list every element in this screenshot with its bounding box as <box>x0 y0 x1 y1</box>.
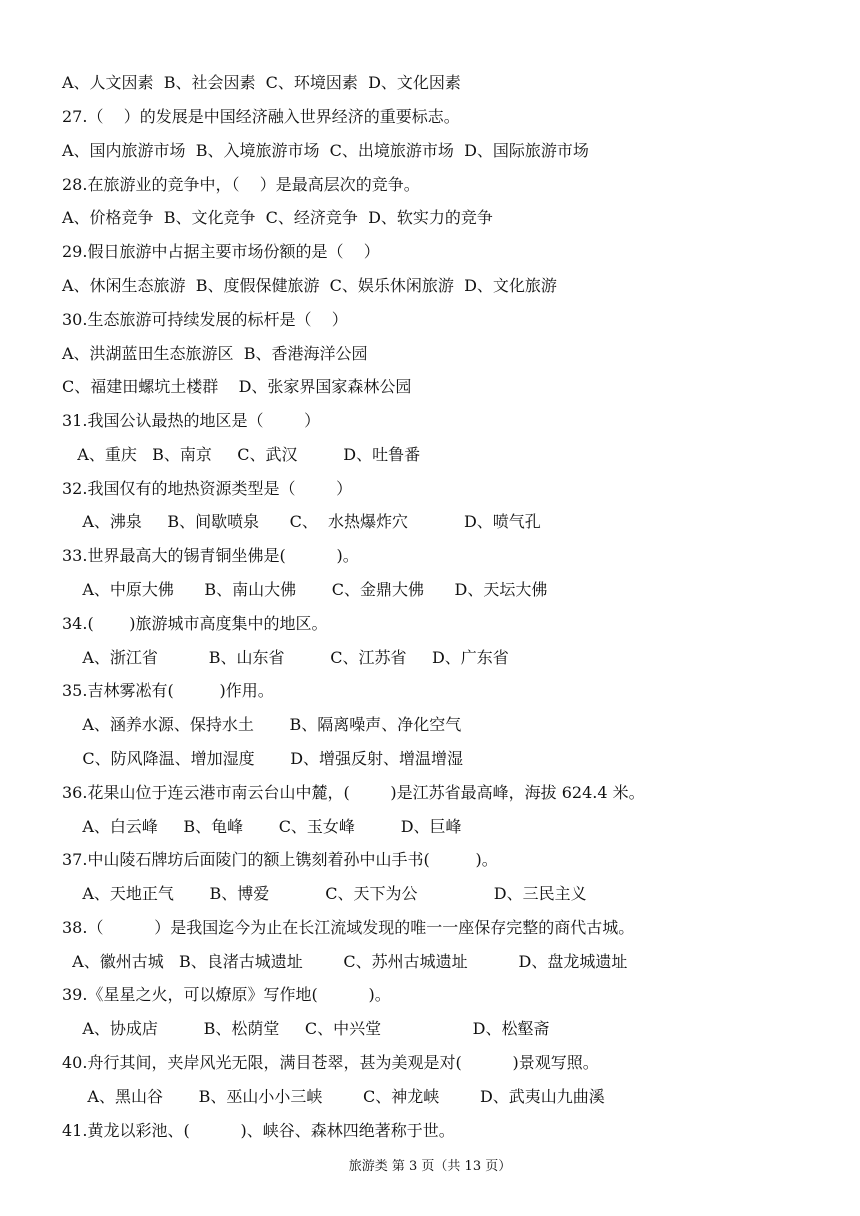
question-32: 32.我国仅有的地热资源类型是（ ） <box>62 479 353 498</box>
question-37: 37.中山陵石牌坊后面陵门的额上镌刻着孙中山手书( )。 <box>62 850 498 869</box>
question-28-options: A、价格竞争 B、文化竞争 C、经济竞争 D、软实力的竞争 <box>62 208 493 227</box>
question-38: 38.（ ）是我国迄今为止在长江流域发现的唯一一座保存完整的商代古城。 <box>62 918 635 937</box>
question-31: 31.我国公认最热的地区是（ ） <box>62 411 321 430</box>
question-36-options: A、白云峰 B、龟峰 C、玉女峰 D、巨峰 <box>62 817 462 836</box>
question-40-options: A、黑山谷 B、巫山小小三峡 C、神龙峡 D、武夷山九曲溪 <box>62 1087 605 1106</box>
question-35-options-cd: C、防风降温、增加湿度 D、增强反射、增温增湿 <box>62 749 464 768</box>
question-29-options: A、休闲生态旅游 B、度假保健旅游 C、娱乐休闲旅游 D、文化旅游 <box>62 276 557 295</box>
question-41: 41.黄龙以彩池、( )、峡谷、森林四绝著称于世。 <box>62 1121 455 1140</box>
question-34-options: A、浙江省 B、山东省 C、江苏省 D、广东省 <box>62 648 509 667</box>
question-33-options: A、中原大佛 B、南山大佛 C、金鼎大佛 D、天坛大佛 <box>62 580 548 599</box>
question-35-options-ab: A、涵养水源、保持水土 B、隔离噪声、净化空气 <box>62 715 462 734</box>
question-30-options-ab: A、洪湖蓝田生态旅游区 B、香港海洋公园 <box>62 344 368 363</box>
question-32-options: A、沸泉 B、间歇喷泉 C、 水热爆炸穴 D、喷气孔 <box>62 512 541 531</box>
question-27: 27.（ ）的发展是中国经济融入世界经济的重要标志。 <box>62 107 460 126</box>
page-footer: 旅游类 第 3 页（共 13 页） <box>348 1159 512 1174</box>
question-38-options: A、徽州古城 B、良渚古城遗址 C、苏州古城遗址 D、盘龙城遗址 <box>62 952 628 971</box>
question-29: 29.假日旅游中占据主要市场份额的是（ ） <box>62 242 380 261</box>
question-28: 28.在旅游业的竞争中，（ ）是最高层次的竞争。 <box>62 175 420 194</box>
question-36: 36.花果山位于连云港市南云台山中麓，( )是江苏省最高峰，海拔 624.4 米。 <box>62 783 645 802</box>
question-37-options: A、天地正气 B、博爱 C、天下为公 D、三民主义 <box>62 884 587 903</box>
question-31-options: A、重庆 B、南京 C、武汉 D、吐鲁番 <box>62 445 421 464</box>
question-30: 30.生态旅游可持续发展的标杆是（ ） <box>62 310 348 329</box>
question-27-options: A、国内旅游市场 B、入境旅游市场 C、出境旅游市场 D、国际旅游市场 <box>62 141 589 160</box>
question-40: 40.舟行其间，夹岸风光无限，满目苍翠，甚为美观是对( )景观写照。 <box>62 1053 599 1072</box>
question-30-options-cd: C、福建田螺坑土楼群 D、张家界国家森林公园 <box>62 377 412 396</box>
question-39-options: A、协成店 B、松荫堂 C、中兴堂 D、松壑斋 <box>62 1019 550 1038</box>
question-33: 33.世界最高大的锡青铜坐佛是( )。 <box>62 546 359 565</box>
question-26-options: A、人文因素 B、社会因素 C、环境因素 D、文化因素 <box>62 73 461 92</box>
question-39: 39.《星星之火，可以燎原》写作地( )。 <box>62 985 391 1004</box>
question-34: 34.( )旅游城市高度集中的地区。 <box>62 614 328 633</box>
question-35: 35.吉林雾凇有( )作用。 <box>62 681 274 700</box>
